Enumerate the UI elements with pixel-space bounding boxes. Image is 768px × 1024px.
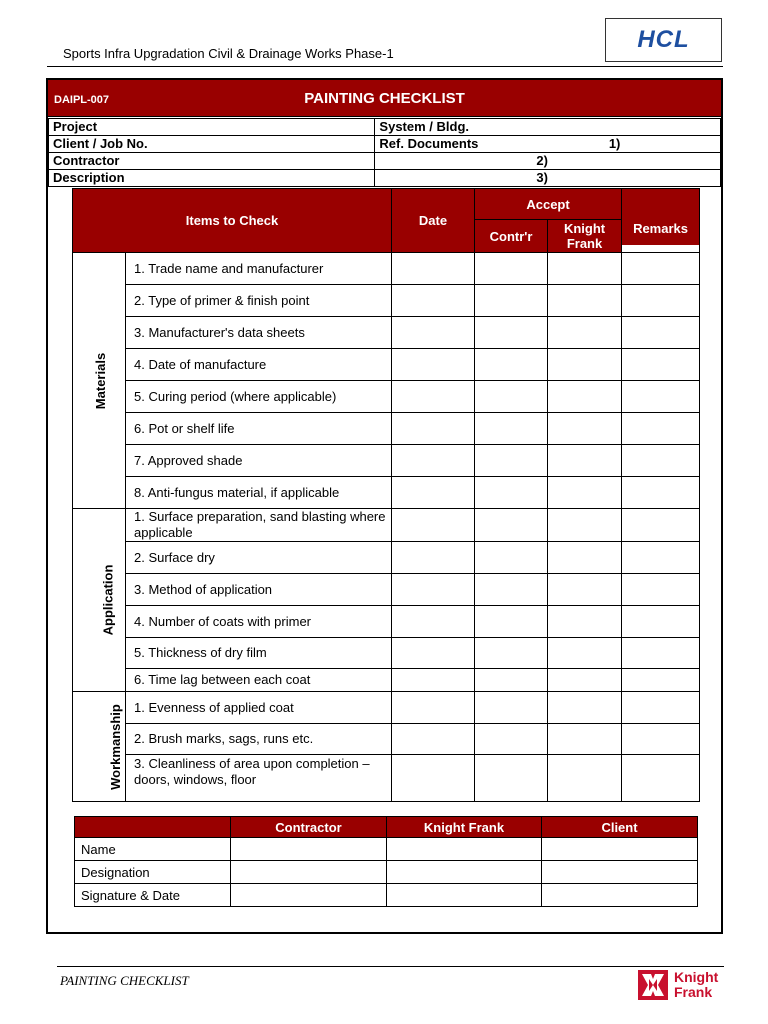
remarks-cell[interactable] xyxy=(622,669,700,692)
date-cell[interactable] xyxy=(392,317,475,349)
knight-frank-wordmark xyxy=(674,970,718,1000)
remarks-cell[interactable] xyxy=(622,413,700,445)
checklist-table xyxy=(72,188,700,802)
kf-line-1: Knight xyxy=(674,969,719,985)
remarks-header: Remarks xyxy=(622,213,700,246)
sign-header-client: Client xyxy=(542,817,698,838)
contr-cell[interactable] xyxy=(475,574,548,606)
ref-3-cell xyxy=(375,170,721,187)
footer-divider xyxy=(57,966,724,967)
contr-cell[interactable] xyxy=(475,349,548,381)
kf-cell[interactable] xyxy=(548,542,622,574)
header-divider xyxy=(47,66,723,67)
date-cell[interactable] xyxy=(392,669,475,692)
remarks-cell[interactable] xyxy=(622,253,700,285)
kf-cell[interactable] xyxy=(548,413,622,445)
date-cell[interactable] xyxy=(392,445,475,477)
contr-cell[interactable] xyxy=(475,253,548,285)
contractor-label: Contractor xyxy=(49,153,375,170)
sign-header-knight-frank: Knight Frank xyxy=(387,817,542,838)
sign-cell[interactable] xyxy=(387,838,542,861)
remarks-cell[interactable] xyxy=(622,381,700,413)
system-label: System / Bldg. xyxy=(375,119,721,136)
document-code: DAIPL-007 xyxy=(54,94,110,106)
remarks-cell[interactable] xyxy=(622,724,700,755)
kf-cell[interactable] xyxy=(548,724,622,755)
contr-cell[interactable] xyxy=(475,317,548,349)
sign-header-contractor: Contractor xyxy=(231,817,387,838)
contr-cell[interactable] xyxy=(475,477,548,509)
contr-cell[interactable] xyxy=(475,381,548,413)
list-item: 3. Cleanliness of area upon completion – doors, windows, floor xyxy=(126,755,392,802)
description-label: Description xyxy=(49,170,375,187)
contr-cell[interactable] xyxy=(475,413,548,445)
kf-cell[interactable] xyxy=(548,606,622,638)
date-cell[interactable] xyxy=(392,724,475,755)
list-item: 8. Anti-fungus material, if applicable xyxy=(126,477,392,509)
remarks-cell[interactable] xyxy=(622,285,700,317)
kf-cell[interactable] xyxy=(548,638,622,669)
ref-docs-label: Ref. Documents xyxy=(379,136,479,151)
kf-cell[interactable] xyxy=(548,317,622,349)
section-workmanship-label: Workmanship xyxy=(107,703,123,790)
remarks-cell[interactable] xyxy=(622,477,700,509)
kf-line-2: Frank xyxy=(674,984,713,1000)
accept-header: Accept xyxy=(475,189,622,220)
client-label: Client / Job No. xyxy=(49,136,375,153)
date-cell[interactable] xyxy=(392,509,475,542)
contr-cell[interactable] xyxy=(475,285,548,317)
footer-title: PAINTING CHECKLIST xyxy=(60,973,189,988)
remarks-cell[interactable] xyxy=(622,445,700,477)
date-cell[interactable] xyxy=(392,755,475,802)
sign-cell[interactable] xyxy=(231,884,387,907)
remarks-cell[interactable] xyxy=(622,509,700,542)
contr-cell[interactable] xyxy=(475,509,548,542)
page-title: PAINTING CHECKLIST xyxy=(304,90,465,107)
date-cell[interactable] xyxy=(392,574,475,606)
date-cell[interactable] xyxy=(392,606,475,638)
list-item: 2. Brush marks, sags, runs etc. xyxy=(126,724,392,755)
contr-cell[interactable] xyxy=(475,638,548,669)
list-item: 4. Date of manufacture xyxy=(126,349,392,381)
list-item: 1. Surface preparation, sand blasting where applicable xyxy=(126,509,392,542)
knight-frank-header: Knight Frank xyxy=(548,220,622,253)
date-header: Date xyxy=(392,189,475,253)
list-item: 1. Trade name and manufacturer xyxy=(126,253,392,285)
date-cell[interactable] xyxy=(392,477,475,509)
list-item: 2. Type of primer & finish point xyxy=(126,285,392,317)
knight-frank-logo xyxy=(638,970,730,1000)
remarks-cell[interactable] xyxy=(622,755,700,802)
date-cell[interactable] xyxy=(392,381,475,413)
designation-label: Designation xyxy=(75,861,231,884)
items-header: Items to Check xyxy=(73,189,392,253)
title-bar xyxy=(48,80,721,117)
section-application xyxy=(73,509,126,692)
sign-cell[interactable] xyxy=(387,884,542,907)
project-header: Sports Infra Upgradation Civil & Drainage Works Phase-1 xyxy=(63,46,394,61)
kf-cell[interactable] xyxy=(548,285,622,317)
name-label: Name xyxy=(75,838,231,861)
date-cell[interactable] xyxy=(392,638,475,669)
kf-cell[interactable] xyxy=(548,381,622,413)
hcl-logo xyxy=(605,18,722,62)
date-cell[interactable] xyxy=(392,253,475,285)
contr-cell[interactable] xyxy=(475,542,548,574)
kf-cell[interactable] xyxy=(548,692,622,724)
sign-cell[interactable] xyxy=(231,838,387,861)
remarks-cell[interactable] xyxy=(622,349,700,381)
date-cell[interactable] xyxy=(392,692,475,724)
kf-cell[interactable] xyxy=(548,349,622,381)
ref-docs-cell xyxy=(375,136,721,153)
ref-2-cell xyxy=(375,153,721,170)
ref-1: 1) xyxy=(608,136,621,151)
remarks-cell[interactable] xyxy=(622,606,700,638)
contr-header: Contr'r xyxy=(475,220,548,253)
kf-cell[interactable] xyxy=(548,755,622,802)
contr-cell[interactable] xyxy=(475,445,548,477)
contr-cell[interactable] xyxy=(475,724,548,755)
list-item: 5. Curing period (where applicable) xyxy=(126,381,392,413)
list-item: 5. Thickness of dry film xyxy=(126,638,392,669)
signature-date-label: Signature & Date xyxy=(75,884,231,907)
contr-cell[interactable] xyxy=(475,669,548,692)
remarks-cell[interactable] xyxy=(622,317,700,349)
list-item: 1. Evenness of applied coat xyxy=(126,692,392,724)
kf-cell[interactable] xyxy=(548,253,622,285)
date-cell[interactable] xyxy=(392,413,475,445)
sign-cell[interactable] xyxy=(387,861,542,884)
section-workmanship xyxy=(73,692,126,802)
signature-table xyxy=(74,816,698,907)
project-info-table xyxy=(48,118,721,187)
section-materials xyxy=(73,253,126,509)
sign-cell[interactable] xyxy=(542,884,698,907)
contr-cell[interactable] xyxy=(475,692,548,724)
sign-cell[interactable] xyxy=(542,838,698,861)
date-cell[interactable] xyxy=(392,542,475,574)
contr-cell[interactable] xyxy=(475,755,548,802)
project-label: Project xyxy=(49,119,375,136)
contr-cell[interactable] xyxy=(475,606,548,638)
list-item: 4. Number of coats with primer xyxy=(126,606,392,638)
section-materials-label: Materials xyxy=(93,352,109,409)
list-item: 3. Manufacturer's data sheets xyxy=(126,317,392,349)
ref-3: 3) xyxy=(536,170,548,185)
list-item: 7. Approved shade xyxy=(126,445,392,477)
sign-cell[interactable] xyxy=(231,861,387,884)
sign-cell[interactable] xyxy=(542,861,698,884)
kf-cell[interactable] xyxy=(548,445,622,477)
kf-cell[interactable] xyxy=(548,477,622,509)
ref-2: 2) xyxy=(536,153,548,168)
date-cell[interactable] xyxy=(392,285,475,317)
kf-cell[interactable] xyxy=(548,574,622,606)
date-cell[interactable] xyxy=(392,349,475,381)
remarks-cell[interactable] xyxy=(622,574,700,606)
list-item: 3. Method of application xyxy=(126,574,392,606)
list-item: 6. Time lag between each coat xyxy=(126,669,392,692)
section-application-label: Application xyxy=(100,564,116,636)
list-item: 6. Pot or shelf life xyxy=(126,413,392,445)
remarks-cell[interactable] xyxy=(622,638,700,669)
hcl-logo-text: HCL xyxy=(637,26,690,53)
kf-cell[interactable] xyxy=(548,669,622,692)
kf-cell[interactable] xyxy=(548,509,622,542)
remarks-cell[interactable] xyxy=(622,542,700,574)
knight-frank-mark-icon xyxy=(638,970,668,1000)
remarks-cell[interactable] xyxy=(622,692,700,724)
list-item: 2. Surface dry xyxy=(126,542,392,574)
sign-corner xyxy=(75,817,231,838)
